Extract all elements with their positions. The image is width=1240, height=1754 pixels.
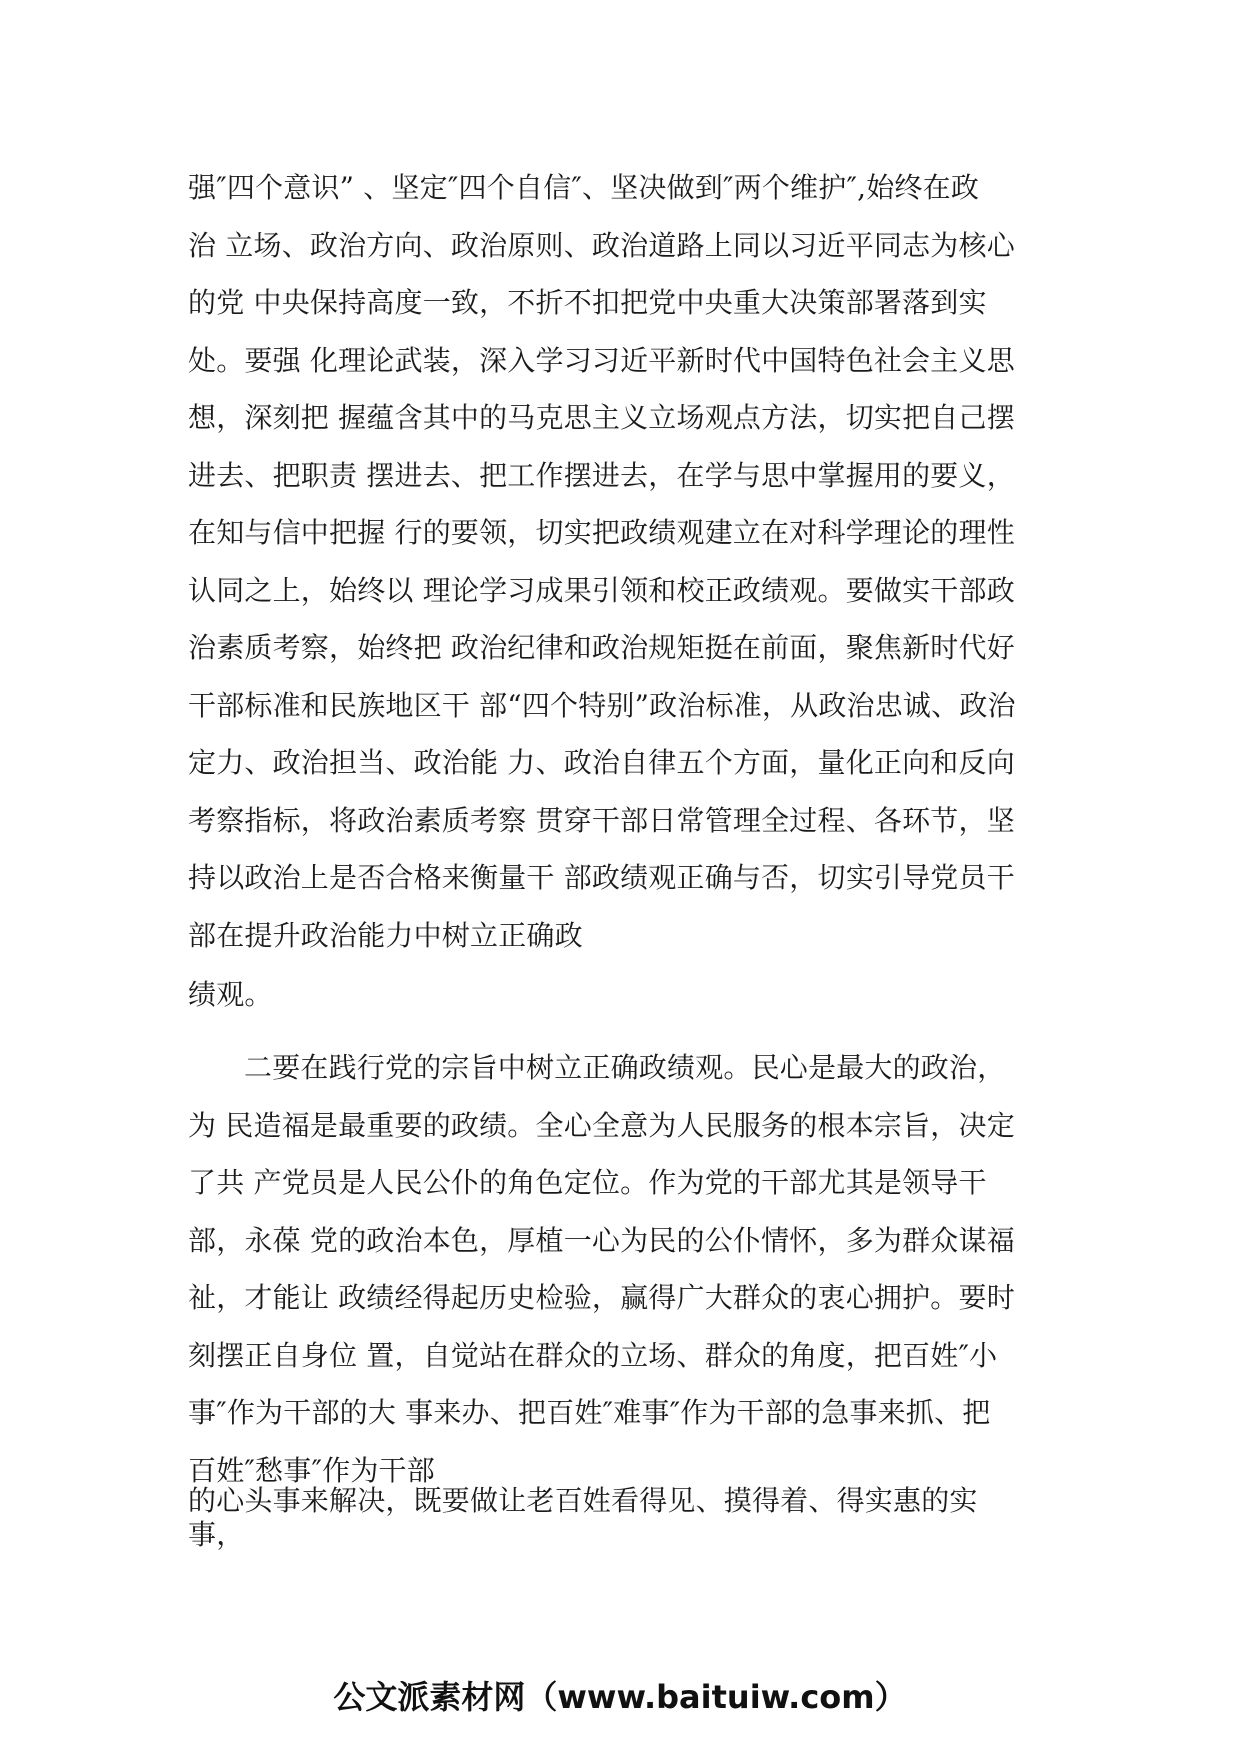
text-line: 为 民造福是最重要的政绩。全心全意为人民服务的根本宗旨，决定 (188, 1108, 1015, 1142)
text-line: 事″作为干部的大 事来办、把百姓″难事″作为干部的急事来抓、把 (188, 1396, 991, 1429)
text-line: 定力、政治担当、政治能 力、政治自律五个方面，量化正向和反向 (188, 746, 1015, 779)
paragraph-2 (188, 1039, 1068, 1499)
text-line: 的心头事来解决，既要做让老百姓看得见、摸得着、得实惠的实 (188, 1484, 978, 1517)
paragraph-1-tail (188, 966, 1068, 1024)
text-line: 祉，才能让 政绩经得起历史检验，赢得广大群众的衷心拥护。要时 (188, 1281, 1015, 1314)
text-line: 了共 产党员是人民公仆的角色定位。作为党的干部尤其是领导干 (188, 1166, 987, 1199)
text-line: 百姓″愁事″作为干部 (188, 1453, 435, 1487)
text-line: 在知与信中把握 行的要领，切实把政绩观建立在对科学理论的理性 (188, 516, 1015, 549)
text-line: 进去、把职责 摆进去、把工作摆进去，在学与思中掌握用的要义， (188, 458, 1015, 492)
text-line: 刻摆正自身位 置，自觉站在群众的立场、群众的角度，把百姓″小 (188, 1338, 998, 1372)
paragraph-3 (188, 1484, 1068, 1552)
text-line: 绩观。 (188, 978, 273, 1011)
footer-watermark: 公文派素材网（www.baituiw.com） (333, 1678, 907, 1716)
text-line: 治 立场、政治方向、政治原则、政治道路上同以习近平同志为核心 (188, 228, 1015, 262)
text-line: 部，永葆 党的政治本色，厚植一心为民的公仆情怀，多为群众谋福 (188, 1223, 1015, 1257)
text-line: 想，深刻把 握蕴含其中的马克思主义立场观点方法，切实把自己摆 (188, 401, 1015, 434)
text-line: 持以政治上是否合格来衡量干 部政绩观正确与否，切实引导党员干 (188, 861, 1015, 894)
text-line: 干部标准和民族地区干 部“四个特别”政治标准，从政治忠诚、政治 (188, 688, 1016, 722)
text-line: 强″四个意识” 、坚定″四个自信″、坚决做到″两个维护″,始终在政 (188, 171, 980, 204)
text-line: 考察指标，将政治素质考察 贯穿干部日常管理全过程、各环节，坚 (188, 803, 1015, 837)
text-line: 处。要强 化理论武装，深入学习习近平新时代中国特色社会主义思 (188, 343, 1015, 377)
text-line: 部在提升政治能力中树立正确政 (188, 918, 583, 952)
text-line: 治素质考察，始终把 政治纪律和政治规矩挺在前面，聚焦新时代好 (188, 631, 1015, 664)
text-line: 事， (188, 1518, 245, 1551)
text-line: 认同之上，始终以 理论学习成果引领和校正政绩观。要做实干部政 (188, 573, 1015, 607)
text-line: 二要在践行党的宗旨中树立正确政绩观。民心是最大的政治， (244, 1051, 1006, 1084)
paragraph-1 (188, 159, 1068, 964)
text-line: 的党 中央保持高度一致，不折不扣把党中央重大决策部署落到实 (188, 286, 987, 319)
